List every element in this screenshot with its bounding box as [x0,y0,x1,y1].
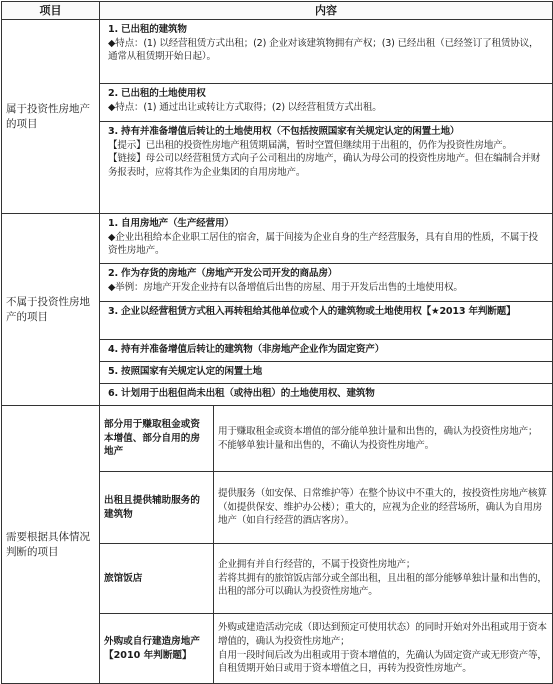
desc-line: 不能够单独计量和出售的，不确认为投资性房地产。 [218,439,435,451]
item-title: 2. 作为存货的房地产（房地产开发公司开发的商品房） [108,268,338,279]
group2-label: 不属于投资性房地产的项目 [2,214,100,406]
item-title: 3. 持有并准备增值后转让的土地使用权（不包括按照国家有关规定认定的闲置土地） [108,126,460,137]
item-line: ◆特点：(1) 以经营租赁方式出租；(2) 企业对该建筑物拥有产权；(3) 已经出租（已经签订了租赁协议，通常从租赁期开始日起）。 [108,37,539,63]
header-item: 项目 [2,2,100,20]
item-note-link: 【链接】母公司以经营租赁方式向子公司租出的房地产，确认为母公司的投资性房地产。但在编制合并财务报表时，应将其作为企业集团的自用房地产。 [108,153,541,178]
item-title: 2. 已出租的土地使用权 [108,88,206,99]
desc-line: 若将其拥有的旅馆饭店部分或全部出租，且出租的部分能够单独计量和出售的，出租的部分可以确认为投资性房地产。 [218,572,547,598]
sub-item-desc [214,406,553,472]
group3-label: 需要根据具体情况判断的项目 [2,406,100,684]
list-item [100,122,553,214]
item-title: 5. 按照国家有关规定认定的闲置土地 [108,366,262,377]
list-item [100,84,553,122]
classification-table [1,1,553,684]
item-title: 1. 自用房地产（生产经营用） [108,218,234,229]
table-header-row [2,2,553,20]
table-row [2,406,553,472]
item-line: ◆特点：(1) 通过出让或转让方式取得；(2) 以经营租赁方式出租。 [108,101,382,113]
group1-label: 属于投资性房地产的项目 [2,20,100,214]
table-row [2,214,553,264]
sub-item-desc [214,472,553,544]
item-title: 3. 企业以经营租赁方式租入再转租给其他单位或个人的建筑物或土地使用权【★2013 年判断题】 [108,306,516,317]
sub-item-desc [214,544,553,614]
sub-item-desc [214,614,553,684]
list-item [100,302,553,340]
table-row [2,20,553,84]
desc-line: 用于赚取租金或资本增值的部分能单独计量和出售的，确认为投资性房地产； [218,425,538,437]
desc-line: 提供服务（如安保、日常维护等）在整个协议中不重大的，按投资性房地产核算（如提供保安、维护办公楼）；重大的，应视为企业的经营场所，确认为自用房地产（如自行经营的酒店客房）。 [218,488,547,527]
sub-item-label: 部分用于赚取租金或资本增值、部分自用的房地产 [100,406,214,472]
list-item [100,340,553,362]
sub-item-label: 外购或自行建造房地产【2010 年判断题】 [100,614,214,684]
document-page [1,1,552,677]
desc-line: 外购或建造活动完成（即达到预定可使用状态）的同时开始对外出租或用于资本增值的，确认为投资性房地产； [218,622,547,647]
list-item [100,20,553,84]
list-item [100,362,553,384]
list-item [100,214,553,264]
desc-line: 企业拥有并自行经营的，不属于投资性房地产； [218,559,416,571]
desc-line: 自用一段时间后改为出租或用于资本增值的，先确认为固定资产或无形资产等，自租赁期开始日或用于资本增值之日，再转为投资性房地产。 [218,649,547,675]
list-item [100,384,553,406]
list-item [100,264,553,302]
sub-item-label: 旅馆饭店 [100,544,214,614]
item-line: ◆举例：房地产开发企业持有以备增值后出售的房屋、用于开发后出售的土地使用权。 [108,281,463,293]
item-line: ◆企业出租给本企业职工居住的宿舍，属于间接为企业自身的生产经营服务，具有自用的性质，不属于投资性房地产。 [108,231,538,257]
header-content: 内容 [100,2,553,20]
item-title: 1. 已出租的建筑物 [108,24,187,35]
item-title: 4. 持有并准备增值后转让的建筑物（非房地产企业作为固定资产） [108,344,385,355]
sub-item-label: 出租且提供辅助服务的建筑物 [100,472,214,544]
item-title: 6. 计划用于出租但尚未出租（或待出租）的土地使用权、建筑物 [108,388,375,399]
item-note-tip: 【提示】已出租的投资性房地产租赁期届满，暂时空置但继续用于出租的，仍作为投资性房地产。 [108,139,512,151]
